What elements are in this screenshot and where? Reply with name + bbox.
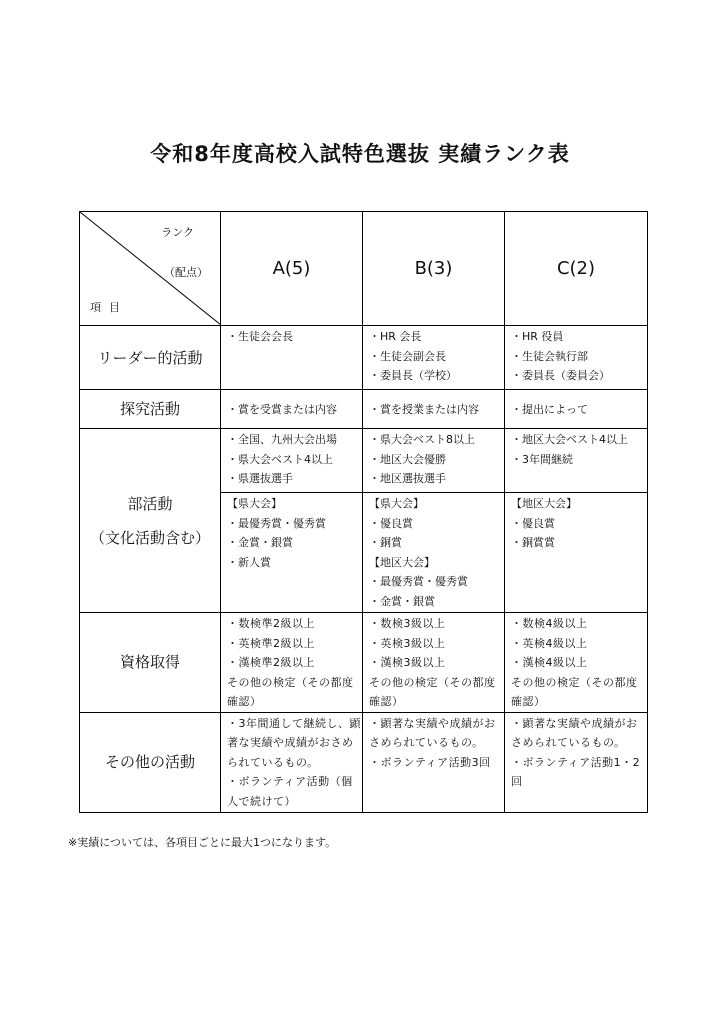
list-item: ・顕著な実績や成績がおさめられているもの。 — [369, 716, 496, 749]
list-item: ・英検4級以上 — [511, 636, 588, 650]
category-qualification: 資格取得 — [80, 613, 221, 713]
rank-label: ランク — [161, 226, 194, 239]
list-item: その他の検定（その都度確認） — [369, 675, 496, 708]
table-row — [80, 613, 648, 713]
club-c2-cell — [505, 493, 648, 613]
list-item: ・全国、九州大会出場 — [227, 433, 337, 446]
page-title: 令和8年度高校入試特色選抜 実績ランク表 — [150, 142, 570, 166]
club-a2-cell — [221, 493, 363, 613]
list-item: ・数検4級以上 — [511, 617, 588, 630]
club-sublabel: （文化活動含む） — [89, 528, 210, 547]
qualification-c-cell — [505, 613, 648, 713]
list-item: 【地区大会】 — [511, 497, 577, 510]
list-item: ・3年間通して継続し、顕著な実績や成績がおさめられているもの。 — [227, 716, 361, 769]
list-item: ・3年間継続 — [511, 452, 573, 466]
list-item: ・生徒会執行部 — [511, 349, 588, 363]
club-b2-cell — [363, 493, 505, 613]
list-item: ・県大会ベスト4以上 — [227, 452, 333, 466]
table-row — [80, 429, 648, 493]
list-item: ・ボランティア活動（個人で続けて） — [227, 775, 353, 808]
footnote: ※実績については、各項目ごとに最大1つになります。 — [68, 836, 337, 849]
list-item: ・県大会ベスト8以上 — [369, 433, 475, 446]
list-item: ・優良賞 — [369, 516, 413, 530]
list-item: ・賞を授業または内容 — [369, 402, 479, 416]
qualification-a-cell — [221, 613, 363, 713]
list-item: ・地区大会ベスト4以上 — [511, 433, 628, 446]
list-item: ・HR 会長 — [369, 330, 422, 343]
list-item: ・銅賞 — [369, 536, 402, 549]
table-row — [80, 390, 648, 429]
list-item: ・英検3級以上 — [369, 636, 446, 650]
list-item: ・英検準2級以上 — [227, 636, 315, 650]
corner-header-cell — [80, 212, 221, 326]
table-row — [80, 712, 648, 812]
rank-table — [79, 211, 648, 813]
list-item: ・提出によって — [511, 402, 588, 416]
list-item: ・顕著な実績や成績がおさめられているもの。 — [511, 716, 638, 749]
list-item: ・漢検準2級以上 — [227, 656, 315, 669]
list-item: ・漢検4級以上 — [511, 656, 588, 669]
club-b1-cell — [363, 429, 505, 493]
list-item: ・賞を受賞または内容 — [227, 402, 337, 416]
leader-b-cell — [363, 326, 505, 390]
list-item: ・生徒会副会長 — [369, 349, 446, 363]
rank-header-a: A(5) — [221, 212, 363, 326]
other-a-cell — [221, 712, 363, 812]
list-item: その他の検定（その都度確認） — [227, 675, 354, 708]
table-header-row — [80, 212, 648, 326]
list-item: 【県大会】 — [227, 497, 282, 510]
qualification-b-cell — [363, 613, 505, 713]
list-item: その他の検定（その都度確認） — [511, 675, 638, 708]
category-inquiry: 探究活動 — [80, 390, 221, 429]
club-c1-cell — [505, 429, 648, 493]
list-item: ・優良賞 — [511, 516, 555, 530]
list-item: ・HR 役員 — [511, 330, 564, 343]
list-item: ・金賞・銀賞 — [369, 594, 435, 608]
list-item: ・生徒会会長 — [227, 330, 293, 343]
list-item: ・漢検3級以上 — [369, 656, 446, 669]
list-item: 【地区大会】 — [369, 555, 435, 569]
inquiry-b-cell — [363, 390, 505, 429]
list-item: ・数検準2級以上 — [227, 617, 315, 630]
category-club — [80, 429, 221, 613]
list-item: ・委員長（委員会） — [511, 369, 610, 382]
inquiry-a-cell — [221, 390, 363, 429]
club-a1-cell — [221, 429, 363, 493]
leader-a-cell — [221, 326, 363, 390]
category-leader: リーダー的活動 — [80, 326, 221, 390]
list-item: ・地区大会優勝 — [369, 452, 446, 466]
list-item: ・数検3級以上 — [369, 617, 446, 630]
list-item: ・委員長（学校） — [369, 369, 457, 382]
list-item: ・ボランティア活動1・2回 — [511, 755, 641, 788]
other-b-cell — [363, 712, 505, 812]
list-item: 【県大会】 — [369, 497, 424, 510]
item-label: 項目 — [90, 301, 128, 314]
rank-header-b: B(3) — [363, 212, 505, 326]
points-label: （配点） — [164, 266, 208, 279]
inquiry-c-cell — [505, 390, 648, 429]
rank-header-c: C(2) — [505, 212, 648, 326]
category-other: その他の活動 — [80, 712, 221, 812]
club-label: 部活動 — [127, 494, 173, 513]
list-item: ・地区選抜選手 — [369, 472, 446, 485]
list-item: ・銅賞賞 — [511, 536, 555, 549]
leader-c-cell — [505, 326, 648, 390]
list-item: ・最優秀賞・優秀賞 — [227, 516, 326, 530]
list-item: ・県選抜選手 — [227, 472, 293, 485]
list-item: ・金賞・銀賞 — [227, 536, 293, 549]
list-item: ・ボランティア活動3回 — [369, 755, 491, 769]
other-c-cell — [505, 712, 648, 812]
list-item: ・最優秀賞・優秀賞 — [369, 575, 468, 588]
list-item: ・新人賞 — [227, 555, 271, 569]
table-row — [80, 326, 648, 390]
